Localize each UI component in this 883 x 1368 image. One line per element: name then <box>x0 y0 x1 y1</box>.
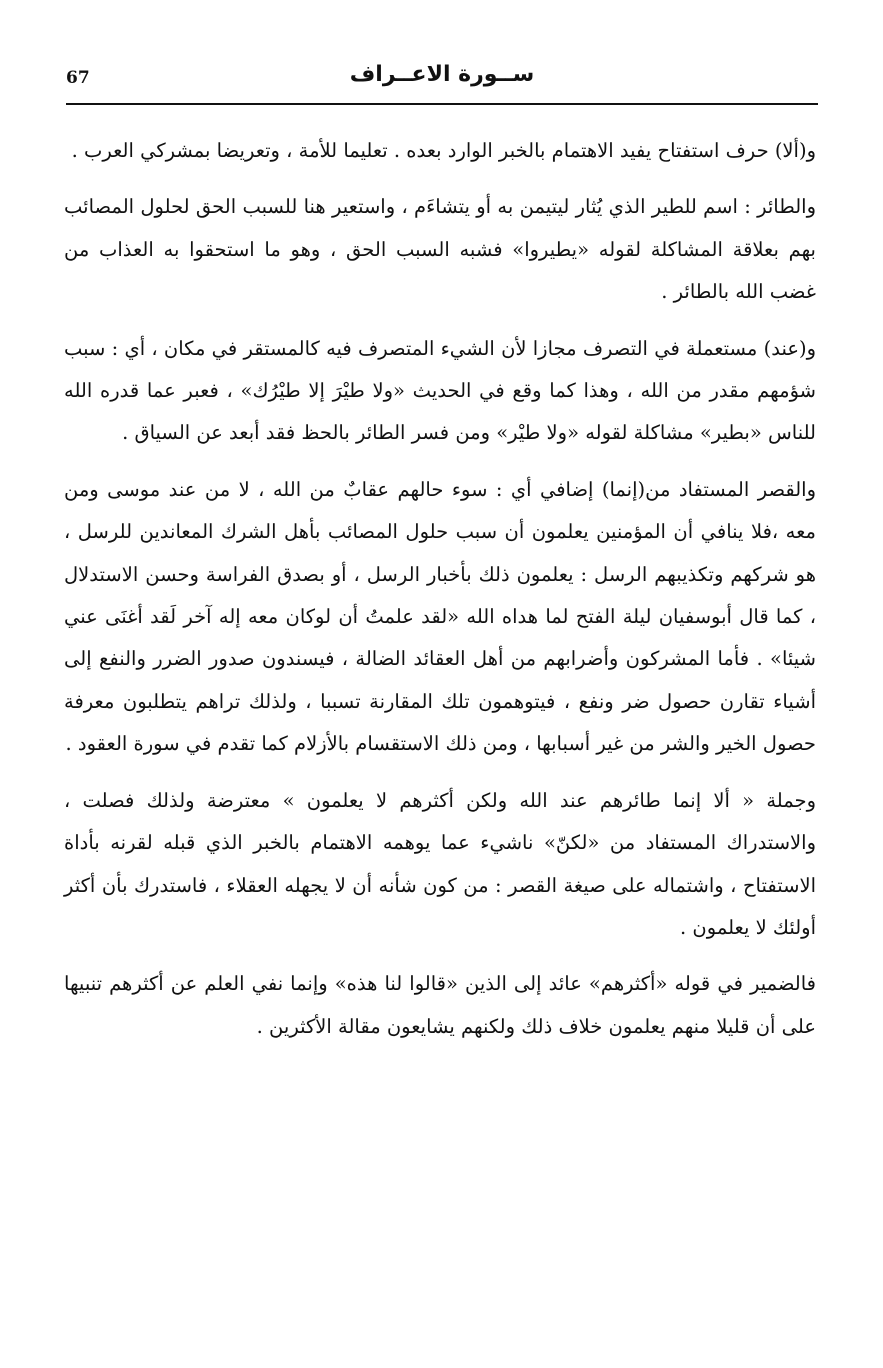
body-text <box>64 130 816 1048</box>
paragraph-jumla: وجملة « ألا إنما طائرهم عند الله ولكن أكثرهم لا يعلمون » معترضة ولذلك فصلت ، والاستدراك المستفاد من «لكنّ» ناشيء عما يوهمه الاهتمام بالخبر الذي قبله لقرنه بأداة الاستفتاح ، واشتماله على صيغة القصر : من كون شأنه أن لا يجهله العقلاء ، فاستدرك بأن أكثر أولئك لا يعلمون . <box>64 788 816 939</box>
running-title: ســورة الاعــراف <box>349 62 535 87</box>
paragraph-inda: و(عند) مستعملة في التصرف مجازا لأن الشيء المتصرف فيه كالمستقر في مكان ، أي : سبب شؤمهم مقدر من الله ، وهذا كما وقع في الحديث «ولا طيْرَ إلا طيْرُك» ، فعبر عما قدره الله للناس «بطير» مشاكلة لقوله «ولا طيْر» ومن فسر الطائر بالحظ فقد أبعد عن السياق . <box>64 336 816 445</box>
paragraph-qasr: والقصر المستفاد من(إنما) إضافي أي : سوء حالهم عقابٌ من الله ، لا من عند موسى ومن معه ،فلا ينافي أن المؤمنين يعلمون أن سبب حلول المصائب بأهل الشرك المعاندين للرسل ، هو شركهم وتكذيبهم الرسل : يعلمون ذلك بأخبار الرسل ، أو بصدق الفراسة وحسن الاستدلال ، كما قال أبوسفيان ليلة الفتح لما هداه الله «لقد علمتُ أن لوكان معه إله آخر لَقد أغنَى عني شيئا» . فأما المشركون وأضرابهم من أهل العقائد الضالة ، فيسندون صدور الضرر والنفع إلى أشياء تقارن حصول ضر ونفع ، فيتوهمون تلك المقارنة تسببا ، ولذلك تراهم يتطلبون معرفة حصول الخير والشر من غير أسبابها ، ومن ذلك الاستقسام بالأزلام كما تقدم في سورة العقود . <box>64 477 816 756</box>
page-header <box>66 62 818 98</box>
paragraph-altaer: والطائر : اسم للطير الذي يُثار ليتيمن به أو يتشاءَم ، واستعير هنا للسبب الحق لحلول المصائب بهم بعلاقة المشاكلة لقوله «يطيروا» فشبه السبب الحق ، وهو ما استحقوا به العذاب من غضب الله بالطائر . <box>64 195 816 304</box>
page-number: 67 <box>66 68 90 88</box>
paragraph-ala: و(ألا) حرف استفتاح يفيد الاهتمام بالخبر الوارد بعده . تعليما للأمة ، وتعريضا بمشركي العرب . <box>71 139 816 162</box>
header-rule <box>66 103 818 105</box>
paragraph-damir: فالضمير في قوله «أكثرهم» عائد إلى الذين «قالوا لنا هذه» وإنما نفي العلم عن أكثرهم تنبيها على أن قليلا منهم يعلمون خلاف ذلك ولكنهم يشايعون مقالة الأكثرين . <box>64 972 816 1038</box>
